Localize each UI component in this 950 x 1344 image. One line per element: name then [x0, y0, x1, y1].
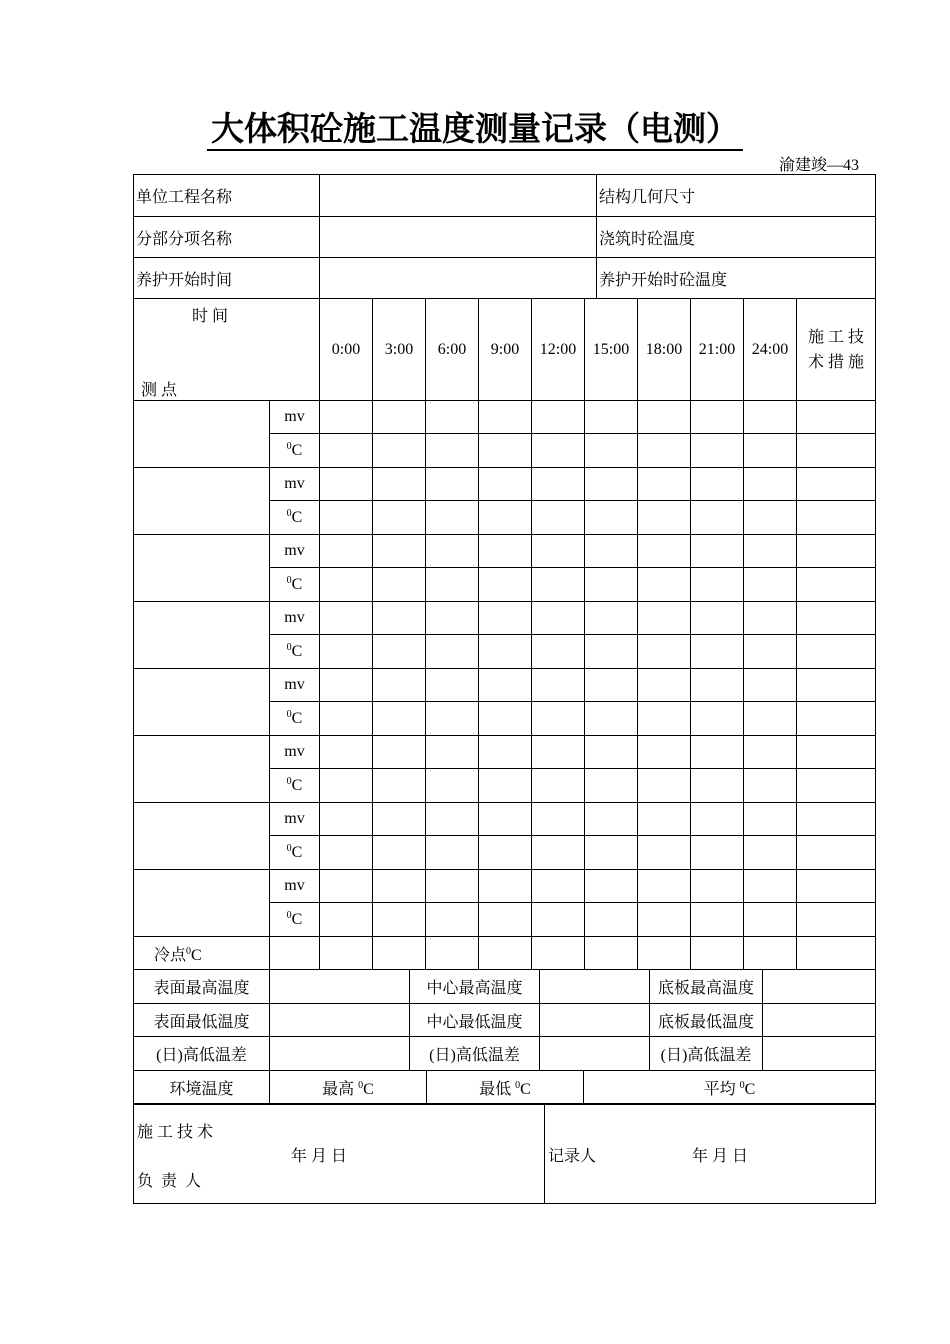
measure-point-name[interactable] [134, 602, 270, 669]
surface-max-field[interactable] [270, 970, 410, 1004]
center-min-field[interactable] [540, 1004, 650, 1037]
recorder-label: 记录人 [548, 1148, 597, 1165]
reading-cell[interactable] [638, 769, 691, 803]
reading-cell[interactable] [797, 635, 876, 669]
unit-mv: mv [270, 870, 320, 903]
reading-cell[interactable] [691, 434, 744, 468]
reading-cell[interactable] [426, 468, 479, 501]
reading-cell[interactable] [638, 401, 691, 434]
reading-cell[interactable] [691, 903, 744, 937]
reading-cell[interactable] [797, 468, 876, 501]
reading-cell[interactable] [373, 568, 426, 602]
reading-cell[interactable] [320, 769, 373, 803]
reading-cell[interactable] [691, 568, 744, 602]
reading-cell[interactable] [585, 736, 638, 769]
tech-date: 年 月 日 [291, 1148, 348, 1165]
unit-deg [270, 769, 320, 803]
reading-cell[interactable] [744, 568, 797, 602]
degree-sup: 0 [286, 508, 292, 519]
reading-cell[interactable] [532, 736, 585, 769]
surface-diff-label: (日)高低温差 [134, 1037, 270, 1071]
reading-cell[interactable] [638, 702, 691, 736]
reading-cell[interactable] [691, 669, 744, 702]
reading-cell[interactable] [373, 468, 426, 501]
reading-cell[interactable] [585, 468, 638, 501]
reading-cell[interactable] [426, 870, 479, 903]
degree-sup: 0 [286, 709, 292, 720]
deg-unit: C [291, 777, 303, 794]
unit-mv: mv [270, 736, 320, 769]
reading-cell[interactable] [532, 434, 585, 468]
leader-label: 负 责 人 [137, 1173, 202, 1190]
reading-cell[interactable] [426, 401, 479, 434]
reading-cell[interactable] [744, 669, 797, 702]
reading-cell[interactable] [479, 836, 532, 870]
reading-cell[interactable] [320, 401, 373, 434]
cure-start-temp-label[interactable]: 养护开始时砼温度 [597, 258, 876, 299]
reading-cell[interactable] [426, 501, 479, 535]
env-unit: C [520, 1081, 531, 1098]
reading-cell[interactable] [638, 635, 691, 669]
deg-unit: C [291, 710, 303, 727]
measure-row [134, 401, 876, 434]
reading-cell[interactable] [426, 669, 479, 702]
reading-cell[interactable] [479, 602, 532, 635]
reading-cell[interactable] [585, 669, 638, 702]
reading-cell[interactable] [373, 535, 426, 568]
reading-cell[interactable] [479, 568, 532, 602]
reading-cell[interactable] [797, 669, 876, 702]
reading-cell[interactable] [532, 401, 585, 434]
base-diff-field[interactable] [763, 1037, 876, 1071]
reading-cell[interactable] [320, 635, 373, 669]
base-max-field[interactable] [763, 970, 876, 1004]
reading-cell[interactable] [479, 468, 532, 501]
reading-cell[interactable] [585, 903, 638, 937]
measure-point-name[interactable] [134, 535, 270, 602]
cold-cell[interactable] [479, 937, 532, 970]
reading-cell[interactable] [744, 535, 797, 568]
measures-line2: 术 措 施 [807, 353, 864, 371]
measure-row [134, 669, 876, 702]
env-avg-text: 平均 [703, 1081, 736, 1098]
recorder-cell[interactable] [545, 1104, 876, 1204]
reading-cell[interactable] [638, 535, 691, 568]
unit-mv: mv [270, 401, 320, 434]
env-max-text: 最高 [322, 1081, 355, 1098]
reading-cell[interactable] [532, 836, 585, 870]
reading-cell[interactable] [585, 568, 638, 602]
measure-row [134, 803, 876, 836]
form-code: 渝建竣—43 [778, 157, 859, 174]
reading-cell[interactable] [585, 635, 638, 669]
point-label: 测 点 [141, 382, 178, 399]
reading-cell[interactable] [638, 468, 691, 501]
reading-cell[interactable] [320, 702, 373, 736]
reading-cell[interactable] [797, 836, 876, 870]
reading-cell[interactable] [638, 602, 691, 635]
reading-cell[interactable] [691, 870, 744, 903]
cold-cell[interactable] [270, 937, 320, 970]
reading-cell[interactable] [797, 401, 876, 434]
reading-cell[interactable] [426, 836, 479, 870]
reading-cell[interactable] [320, 669, 373, 702]
reading-cell[interactable] [638, 736, 691, 769]
time-point-header [134, 299, 320, 401]
reading-cell[interactable] [532, 635, 585, 669]
reading-cell[interactable] [638, 669, 691, 702]
reading-cell[interactable] [585, 434, 638, 468]
signature-table [133, 1103, 876, 1204]
reading-cell[interactable] [373, 501, 426, 535]
reading-cell[interactable] [744, 401, 797, 434]
measure-point-name[interactable] [134, 401, 270, 468]
reading-cell[interactable] [744, 501, 797, 535]
pour-temp-label[interactable]: 浇筑时砼温度 [597, 217, 876, 258]
unit-deg [270, 903, 320, 937]
reading-cell[interactable] [373, 434, 426, 468]
time-col: 12:00 [532, 299, 585, 401]
reading-cell[interactable] [744, 702, 797, 736]
reading-cell[interactable] [585, 769, 638, 803]
reading-cell[interactable] [320, 434, 373, 468]
reading-cell[interactable] [744, 769, 797, 803]
env-table [133, 1070, 876, 1105]
deg-unit: C [291, 643, 303, 660]
cold-cell[interactable] [744, 937, 797, 970]
reading-cell[interactable] [373, 669, 426, 702]
deg-unit: C [291, 911, 303, 928]
reading-cell[interactable] [479, 501, 532, 535]
reading-cell[interactable] [479, 401, 532, 434]
time-col: 24:00 [744, 299, 797, 401]
reading-cell[interactable] [426, 535, 479, 568]
reading-cell[interactable] [426, 568, 479, 602]
geometry-label[interactable]: 结构几何尺寸 [597, 175, 876, 217]
reading-cell[interactable] [532, 870, 585, 903]
time-col: 18:00 [638, 299, 691, 401]
reading-cell[interactable] [585, 836, 638, 870]
reading-cell[interactable] [479, 903, 532, 937]
degree-sup: 0 [286, 642, 292, 653]
cold-point-label [134, 937, 270, 970]
deg-unit: C [291, 844, 303, 861]
reading-cell[interactable] [638, 870, 691, 903]
unit-mv: mv [270, 669, 320, 702]
reading-cell[interactable] [320, 568, 373, 602]
reading-cell[interactable] [797, 903, 876, 937]
reading-cell[interactable] [479, 535, 532, 568]
reading-cell[interactable] [744, 736, 797, 769]
env-unit: C [363, 1081, 374, 1098]
reading-cell[interactable] [320, 836, 373, 870]
reading-cell[interactable] [585, 702, 638, 736]
info-table [133, 174, 876, 299]
reading-cell[interactable] [691, 401, 744, 434]
env-avg[interactable] [584, 1071, 876, 1105]
center-diff-field[interactable] [540, 1037, 650, 1071]
reading-cell[interactable] [426, 434, 479, 468]
reading-cell[interactable] [691, 803, 744, 836]
reading-cell[interactable] [479, 803, 532, 836]
reading-cell[interactable] [373, 702, 426, 736]
reading-cell[interactable] [373, 769, 426, 803]
reading-cell[interactable] [532, 769, 585, 803]
reading-cell[interactable] [532, 702, 585, 736]
time-label: 时 间 [192, 308, 229, 325]
reading-cell[interactable] [638, 568, 691, 602]
unit-deg [270, 702, 320, 736]
base-max-label: 底板最高温度 [650, 970, 763, 1004]
reading-cell[interactable] [479, 669, 532, 702]
unit-mv: mv [270, 535, 320, 568]
reading-cell[interactable] [532, 501, 585, 535]
reading-cell[interactable] [373, 736, 426, 769]
measure-row [134, 468, 876, 501]
header-row [134, 299, 876, 401]
reading-cell[interactable] [585, 803, 638, 836]
reading-cell[interactable] [479, 702, 532, 736]
degree-sup: 0 [515, 1080, 521, 1091]
sub-name-label: 分部分项名称 [134, 217, 320, 258]
reading-cell[interactable] [691, 836, 744, 870]
tech-leader-cell[interactable] [134, 1104, 545, 1204]
time-col: 6:00 [426, 299, 479, 401]
env-min-text: 最低 [479, 1081, 512, 1098]
cold-cell[interactable] [532, 937, 585, 970]
reading-cell[interactable] [479, 736, 532, 769]
reading-cell[interactable] [479, 434, 532, 468]
summary-table [133, 969, 876, 1071]
surface-diff-field[interactable] [270, 1037, 410, 1071]
reading-cell[interactable] [426, 635, 479, 669]
cold-cell[interactable] [320, 937, 373, 970]
reading-cell[interactable] [797, 434, 876, 468]
unit-name-field[interactable] [320, 175, 597, 217]
reading-cell[interactable] [373, 870, 426, 903]
degree-sup: 0 [286, 910, 292, 921]
unit-deg [270, 434, 320, 468]
time-col: 9:00 [479, 299, 532, 401]
reading-cell[interactable] [744, 602, 797, 635]
measurement-table [133, 298, 876, 970]
reading-cell[interactable] [585, 602, 638, 635]
reading-cell[interactable] [320, 501, 373, 535]
degree-sup: 0 [286, 776, 292, 787]
base-diff-label: (日)高低温差 [650, 1037, 763, 1071]
cold-cell[interactable] [426, 937, 479, 970]
reading-cell[interactable] [797, 870, 876, 903]
reading-cell[interactable] [373, 635, 426, 669]
reading-cell[interactable] [744, 870, 797, 903]
reading-cell[interactable] [320, 903, 373, 937]
center-diff-label: (日)高低温差 [410, 1037, 540, 1071]
unit-mv: mv [270, 602, 320, 635]
reading-cell[interactable] [691, 602, 744, 635]
reading-cell[interactable] [797, 702, 876, 736]
reading-cell[interactable] [426, 702, 479, 736]
reading-cell[interactable] [532, 568, 585, 602]
base-min-label: 底板最低温度 [650, 1004, 763, 1037]
reading-cell[interactable] [532, 803, 585, 836]
measure-point-name[interactable] [134, 870, 270, 937]
unit-deg [270, 568, 320, 602]
reading-cell[interactable] [638, 434, 691, 468]
reading-cell[interactable] [585, 535, 638, 568]
reading-cell[interactable] [691, 468, 744, 501]
reading-cell[interactable] [744, 836, 797, 870]
reading-cell[interactable] [479, 635, 532, 669]
reading-cell[interactable] [744, 434, 797, 468]
measure-row [134, 870, 876, 903]
reading-cell[interactable] [426, 903, 479, 937]
sub-name-field[interactable] [320, 217, 597, 258]
cold-cell[interactable] [691, 937, 744, 970]
degree-sup: 0 [186, 945, 192, 957]
cold-point-unit: C [191, 946, 202, 964]
reading-cell[interactable] [691, 535, 744, 568]
reading-cell[interactable] [373, 903, 426, 937]
surface-min-field[interactable] [270, 1004, 410, 1037]
reading-cell[interactable] [797, 803, 876, 836]
deg-unit: C [291, 509, 303, 526]
cold-point-text: 冷点 [154, 946, 187, 964]
env-max[interactable] [270, 1071, 427, 1105]
unit-name-label: 单位工程名称 [134, 175, 320, 217]
center-max-label: 中心最高温度 [410, 970, 540, 1004]
reading-cell[interactable] [426, 736, 479, 769]
unit-deg [270, 635, 320, 669]
surface-max-label: 表面最高温度 [134, 970, 270, 1004]
time-col: 3:00 [373, 299, 426, 401]
center-max-field[interactable] [540, 970, 650, 1004]
cold-cell[interactable] [585, 937, 638, 970]
reading-cell[interactable] [320, 468, 373, 501]
measure-point-name[interactable] [134, 803, 270, 870]
measures-line1: 施 工 技 [807, 328, 864, 346]
measure-row [134, 535, 876, 568]
unit-deg [270, 836, 320, 870]
reading-cell[interactable] [744, 635, 797, 669]
reading-cell[interactable] [797, 769, 876, 803]
degree-sup: 0 [358, 1080, 364, 1091]
reading-cell[interactable] [479, 870, 532, 903]
degree-sup: 0 [286, 441, 292, 452]
env-unit: C [744, 1081, 756, 1098]
unit-mv: mv [270, 468, 320, 501]
reading-cell[interactable] [638, 803, 691, 836]
reading-cell[interactable] [691, 769, 744, 803]
measures-header [797, 299, 876, 401]
env-label: 环境温度 [134, 1071, 270, 1105]
cold-point-row [134, 937, 876, 970]
tech-label: 施 工 技 术 [137, 1124, 214, 1141]
env-min[interactable] [427, 1071, 584, 1105]
recorder-date: 年 月 日 [692, 1148, 749, 1165]
time-col: 21:00 [691, 299, 744, 401]
reading-cell[interactable] [426, 769, 479, 803]
reading-cell[interactable] [320, 870, 373, 903]
reading-cell[interactable] [585, 870, 638, 903]
reading-cell[interactable] [691, 501, 744, 535]
reading-cell[interactable] [638, 501, 691, 535]
unit-deg [270, 501, 320, 535]
reading-cell[interactable] [585, 401, 638, 434]
cold-cell[interactable] [373, 937, 426, 970]
reading-cell[interactable] [744, 903, 797, 937]
reading-cell[interactable] [638, 903, 691, 937]
reading-cell[interactable] [797, 736, 876, 769]
reading-cell[interactable] [797, 568, 876, 602]
reading-cell[interactable] [320, 736, 373, 769]
unit-mv: mv [270, 803, 320, 836]
reading-cell[interactable] [320, 602, 373, 635]
cure-start-label: 养护开始时间 [134, 258, 320, 299]
measure-point-name[interactable] [134, 669, 270, 736]
reading-cell[interactable] [691, 702, 744, 736]
reading-cell[interactable] [373, 836, 426, 870]
surface-min-label: 表面最低温度 [134, 1004, 270, 1037]
measure-points [134, 401, 876, 937]
measure-point-name[interactable] [134, 736, 270, 803]
reading-cell[interactable] [426, 803, 479, 836]
cure-start-field[interactable] [320, 258, 597, 299]
reading-cell[interactable] [744, 803, 797, 836]
degree-sup: 0 [286, 843, 292, 854]
reading-cell[interactable] [585, 501, 638, 535]
reading-cell[interactable] [373, 401, 426, 434]
degree-sup: 0 [286, 575, 292, 586]
deg-unit: C [291, 576, 303, 593]
measure-row [134, 736, 876, 769]
reading-cell[interactable] [691, 736, 744, 769]
reading-cell[interactable] [532, 535, 585, 568]
measure-point-name[interactable] [134, 468, 270, 535]
reading-cell[interactable] [320, 803, 373, 836]
cold-cell[interactable] [797, 937, 876, 970]
center-min-label: 中心最低温度 [410, 1004, 540, 1037]
time-col: 0:00 [320, 299, 373, 401]
reading-cell[interactable] [320, 535, 373, 568]
reading-cell[interactable] [426, 602, 479, 635]
base-min-field[interactable] [763, 1004, 876, 1037]
deg-unit: C [291, 442, 303, 459]
reading-cell[interactable] [797, 535, 876, 568]
reading-cell[interactable] [638, 836, 691, 870]
page-title [0, 103, 950, 150]
cold-cell[interactable] [638, 937, 691, 970]
reading-cell[interactable] [691, 635, 744, 669]
reading-cell[interactable] [532, 602, 585, 635]
time-col: 15:00 [585, 299, 638, 401]
reading-cell[interactable] [532, 468, 585, 501]
reading-cell[interactable] [797, 501, 876, 535]
reading-cell[interactable] [532, 669, 585, 702]
reading-cell[interactable] [797, 602, 876, 635]
reading-cell[interactable] [373, 602, 426, 635]
degree-sup: 0 [739, 1080, 745, 1091]
reading-cell[interactable] [532, 903, 585, 937]
reading-cell[interactable] [744, 468, 797, 501]
title-text: 大体积砼施工温度测量记录（电测） [207, 109, 743, 151]
reading-cell[interactable] [373, 803, 426, 836]
reading-cell[interactable] [479, 769, 532, 803]
measure-row [134, 602, 876, 635]
